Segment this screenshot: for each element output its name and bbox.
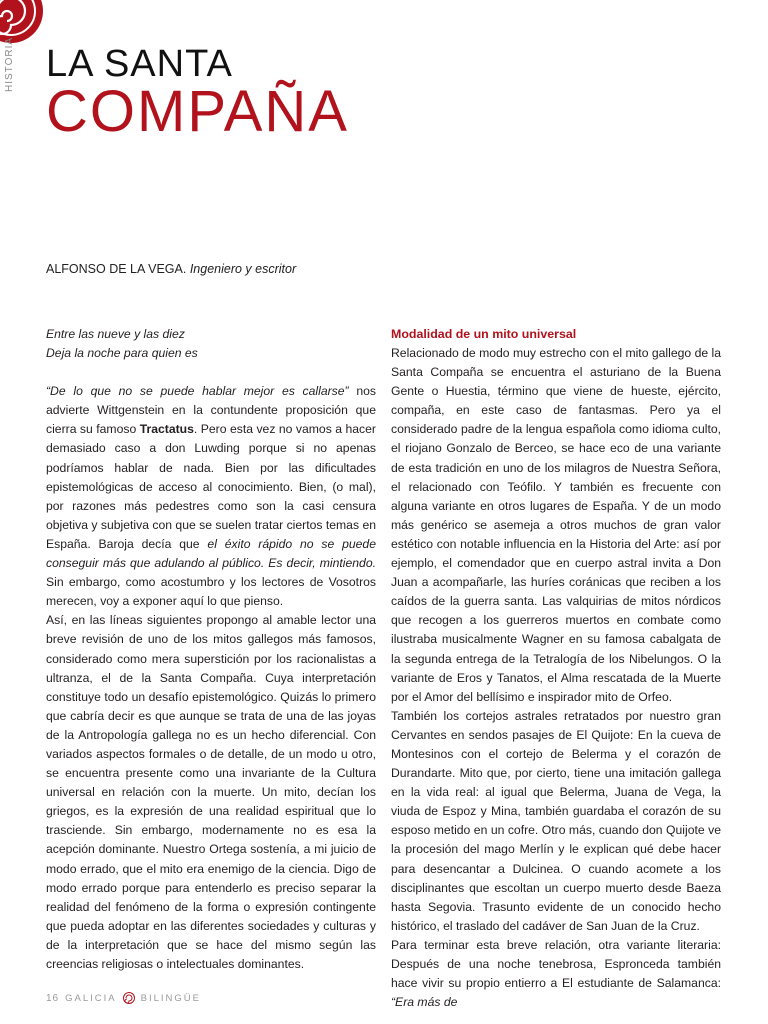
- tractatus-title: Tractatus: [139, 422, 194, 437]
- title-line-1: LA SANTA: [46, 43, 233, 85]
- right-column: [391, 325, 721, 1012]
- verse-line-1: Entre las nueve y las diez: [46, 327, 185, 341]
- page-number: 16: [46, 992, 60, 1004]
- paragraph-espronceda: Para terminar esta breve relación, otra variante literaria: Después de una noche tenebrosa, Espronceda también hace vivir su propio entierro a El estudiante de Salamanca: “Era más de: [391, 937, 721, 1010]
- publication-name-a: GALICIA: [65, 992, 117, 1004]
- baroja-quote: el éxito rápido no se puede conseguir más que adulando al público. Es decir, mintiendo.: [46, 536, 376, 571]
- byline: [46, 262, 296, 276]
- wittgenstein-quote: “De lo que no se puede hablar mejor es callarse”: [46, 384, 349, 399]
- footer: [46, 992, 201, 1004]
- paragraph-santa-compana: Así, en las líneas siguientes propongo al amable lector una breve revisión de uno de los mitos gallegos más famosos, considerado como mera superstición por los racionalistas a ultranza, el de la Santa Compaña. Cuya interpretación constituye todo un desafío epistemológico. Quizás lo primero que cabría decir es que aunque se trata de una de las joyas de la Antropología gallega no es un hecho diferencial. Con variados aspectos formales o de detalle, de un modo u otro, se encuentra presente como una invariante de la Cultura universal en relación con la muerte. Un mito, decían los griegos, es la expresión de una realidad espiritual que lo trasciende. Sin embargo, modernamente no es esa la acepción dominante. Nuestro Ortega sostenía, a mi juicio de modo errado, que el mito era enemigo de la ciencia. Digo de modo errado porque para entenderlo es preciso separar la realidad del fenómeno de la forma o expresión contingente que pueda adoptar en las diferentes sociedades y culturas y de la interpretación que se hace del mismo según las creencias religiosas o intelectuales dominantes.: [46, 613, 376, 971]
- publication-name-b: BILINGÜE: [140, 992, 201, 1004]
- spiral-mark-icon: [123, 992, 135, 1004]
- paragraph-cervantes: También los cortejos astrales retratados por nuestro gran Cervantes en sendos pasajes de El Quijote: En la cueva de Montesinos con el cortejo de Belerma y el corazón de Durandarte. Mito que, por cierto, tiene una imitación gallega en la vida real: al igual que Belerma, Juana de Vega, la viuda de Espoz y Mina, también guardaba el corazón de su esposo metido en un cofre. Otro más, cuando don Quijote ve la procesión del mago Merlín y le explican qué debe hacer para desencantar a Dulcinea. O cuando acomete a los disciplinantes que escoltan un cuerpo muerto desde Baeza hasta Segovia. Trasunto evidente de un conocido hecho histórico, el traslado del cadáver de San Juan de la Cruz.: [391, 708, 721, 933]
- section-label: HISTORIA: [4, 36, 15, 92]
- verse-line-2: Deja la noche para quien es: [46, 346, 198, 361]
- paragraph-intro: “De lo que no se puede hablar mejor es callarse” nos advierte Wittgenstein en la contundente proposición que cierra su famoso Tractatus. Pero esta vez no vamos a hacer demasiado caso a don Luwding porque si no apenas podríamos hablar de nada. Bien por las dificultades epistemológicas de acceso al conocimiento. Bien, (o mal), por razones más pedestres como son la casi censura objetiva y subjetiva con que se suelen tratar ciertos temas en España. Baroja decía que el éxito rápido no se puede conseguir más que adulando al público. Es decir, mintiendo. Sin embargo, como acostumbro y los lectores de Vosotros merecen, voy a exponer aquí lo que pienso.: [46, 384, 377, 609]
- author-role: Ingeniero y escritor: [189, 262, 297, 276]
- left-column: [46, 325, 376, 974]
- paragraph-universal-myth: Relacionado de modo muy estrecho con el mito gallego de la Santa Compaña se encuentra el asturiano de la Buena Gente o Huestia, término que viene de hueste, ejército, compaña, en este caso de fantasmas. Pero ya el considerado padre de la lengua española como idioma culto, el riojano Gonzalo de Berceo, se hace eco de una variante de esta tradición en uno de los milagros de Nuestra Señora, el relacionado con Teófilo. Y también es frecuente con alguna variante en otros lugares de España. Y de un modo más genérico se asemeja a otros muchos de gran valor estético con notable influencia en la Historia del Arte: así por ejemplo, el comendador que en cuerpo astral invita a Don Juan a acompañarle, las huríes coránicas que reciben a los caídos de la guerra santa. Las valquirias de mitos nórdicos que recogen a los guerreros muertos en combate como ilustraba musicalmente Wagner en su famosa cabalgata de la segunda entrega de la Tetralogía de los Nibelungos. O la variante de Eros y Tanatos, el Alma rescatada de la Muerte por el Amor del bellísimo e inspirador mito de Orfeo.: [391, 346, 721, 704]
- section-heading: Modalidad de un mito universal: [391, 327, 577, 341]
- title-line-2: COMPAÑA: [46, 79, 349, 144]
- author-name: ALFONSO DE LA VEGA.: [46, 262, 187, 276]
